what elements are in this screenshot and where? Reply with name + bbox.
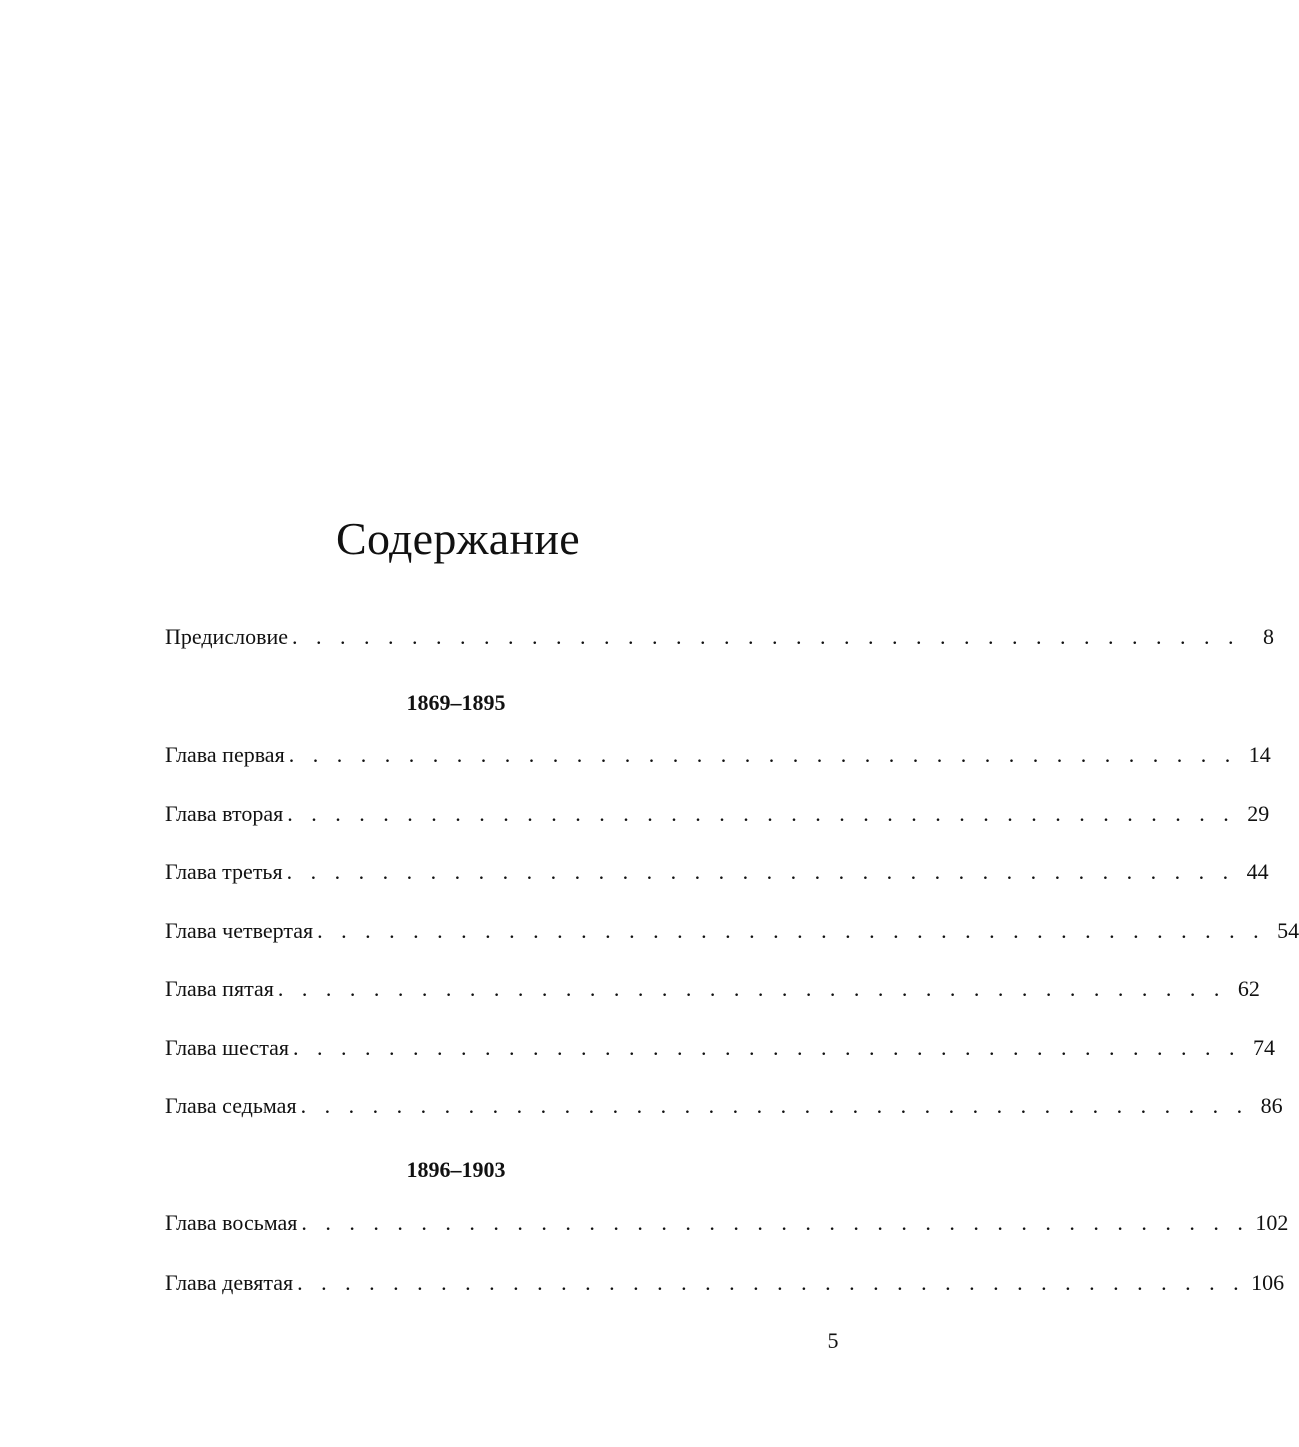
toc-entry-label: Глава восьмая — [165, 1210, 298, 1235]
toc-entry-label: Глава вторая — [165, 801, 284, 826]
toc-entry-page: 102 — [1255, 1210, 1289, 1235]
toc-entry-page: 14 — [1248, 742, 1271, 767]
toc-dot-leader: . . . . . . . . . . . . . . . . . . . . . . . . . . . . . . . . . . . . . . . . — [317, 918, 1266, 943]
toc-entry-page: 86 — [1260, 1093, 1283, 1118]
toc-entry-label: Глава четвертая — [165, 918, 314, 943]
toc-dot-leader: . . . . . . . . . . . . . . . . . . . . . . . . . . . . . . . . . . . . . . . . — [292, 624, 1240, 649]
toc-dot-leader: . . . . . . . . . . . . . . . . . . . . . . . . . . . . . . . . . . . . . . . . — [286, 859, 1235, 884]
section-heading-1869-1895: 1869–1895 — [406, 690, 506, 715]
toc-entry-page: 44 — [1246, 859, 1269, 884]
page-number: 5 — [827, 1328, 839, 1353]
toc-dot-leader: . . . . . . . . . . . . . . . . . . . . . . . . . . . . . . . . . . . . . . . . — [288, 742, 1237, 767]
toc-entry-label: Глава девятая — [165, 1270, 294, 1295]
toc-entry-page: 29 — [1247, 801, 1270, 826]
toc-entry-chapter-3[interactable] — [165, 857, 1269, 887]
toc-entry-page: 54 — [1277, 918, 1299, 943]
toc-entry-chapter-8[interactable] — [165, 1208, 1289, 1238]
toc-dot-leader: . . . . . . . . . . . . . . . . . . . . . . . . . . . . . . . . . . . . . . . . — [292, 1035, 1241, 1060]
toc-entry-chapter-6[interactable] — [165, 1033, 1275, 1063]
toc-entry-page: 8 — [1263, 624, 1274, 649]
toc-entry-chapter-9[interactable] — [165, 1268, 1285, 1298]
toc-entry-page: 74 — [1252, 1035, 1275, 1060]
toc-dot-leader: . . . . . . . . . . . . . . . . . . . . . . . . . . . . . . . . . . . . . . . . — [300, 1093, 1249, 1118]
section-heading-1896-1903: 1896–1903 — [406, 1157, 506, 1182]
toc-entry-label: Глава шестая — [165, 1035, 289, 1060]
toc-entry-page: 62 — [1237, 976, 1260, 1001]
toc-entry-label: Глава третья — [165, 859, 283, 884]
toc-entry-chapter-5[interactable] — [165, 974, 1260, 1004]
toc-entry-label: Предисловие — [165, 624, 288, 649]
page-title: Содержание — [335, 512, 581, 564]
toc-entry-preface[interactable] — [165, 622, 1274, 652]
toc-entry-chapter-2[interactable] — [165, 799, 1270, 829]
toc-entry-label: Глава первая — [165, 742, 285, 767]
toc-dot-leader: . . . . . . . . . . . . . . . . . . . . . . . . . . . . . . . . . . . . . . . . — [297, 1270, 1246, 1295]
toc-entry-page: 106 — [1251, 1270, 1285, 1295]
toc-entry-chapter-4[interactable] — [165, 916, 1299, 946]
toc-entry-chapter-7[interactable] — [165, 1091, 1283, 1121]
toc-entry-chapter-1[interactable] — [165, 740, 1271, 770]
toc-entry-label: Глава седьмая — [165, 1093, 297, 1118]
toc-dot-leader: . . . . . . . . . . . . . . . . . . . . . . . . . . . . . . . . . . . . . . . . — [287, 801, 1236, 826]
toc-entry-label: Глава пятая — [165, 976, 274, 1001]
toc-dot-leader: . . . . . . . . . . . . . . . . . . . . . . . . . . . . . . . . . . . . . . . . — [301, 1210, 1250, 1235]
toc-dot-leader: . . . . . . . . . . . . . . . . . . . . . . . . . . . . . . . . . . . . . . . . — [277, 976, 1226, 1001]
